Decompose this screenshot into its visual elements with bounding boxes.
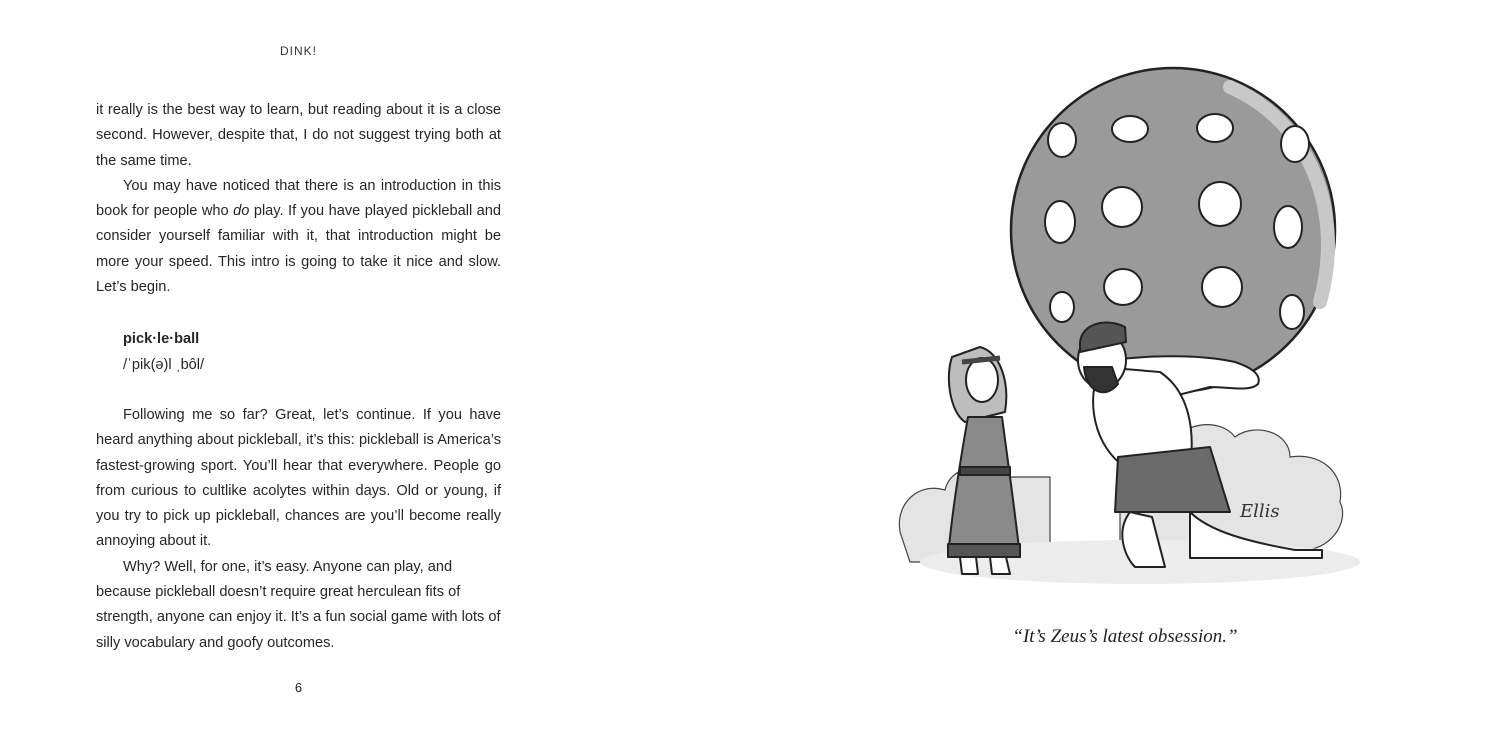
paragraph-2-part-2: play. If you have played pickleball and consider yourself familiar with it, that introduction might be more your speed. This intro is going to take it nice and slow. Let’s begin. (96, 203, 501, 296)
dictionary-word: pick·le·ball (123, 331, 200, 348)
woman-figure (948, 347, 1020, 574)
artist-signature: Ellis (1240, 501, 1280, 522)
running-head: DINK! (279, 44, 317, 58)
pickleball-icon (1011, 68, 1335, 392)
paragraph-2 (96, 174, 501, 300)
dictionary-entry (123, 327, 501, 378)
cartoon-illustration (890, 62, 1360, 602)
dictionary-pronunciation: /ˈpik(ə)l ˌbôl/ (123, 356, 205, 373)
paragraph-2-part-1: You may have noticed that there is an introduction in this book for people who (96, 177, 501, 220)
page-number: 6 (294, 680, 303, 695)
body-text (96, 98, 501, 656)
paragraph-1: it really is the best way to learn, but reading about it is a close second. However, despite that, I do not suggest trying both at the same time. (96, 102, 501, 169)
paragraph-4: Why? Well, for one, it’s easy. Anyone can play, and because pickleball doesn’t require great herculean fits of strength, anyone can enjoy it. It’s a fun social game with lots of silly vocabulary and goofy outcomes. (96, 558, 501, 651)
paragraph-3: Following me so far? Great, let’s continue. If you have heard anything about pickleball, it’s this: pickleball is America’s fastest-growing sport. You’ll hear that everywhere. People go from curious to cultlike acolytes within days. Old or young, if you try to pick up pickleball, chances are you’ll become really annoying about it. (96, 406, 501, 550)
cartoon-caption: “It’s Zeus’s latest obsession.” (1012, 626, 1238, 647)
paragraph-2-emphasis: do (233, 203, 250, 220)
